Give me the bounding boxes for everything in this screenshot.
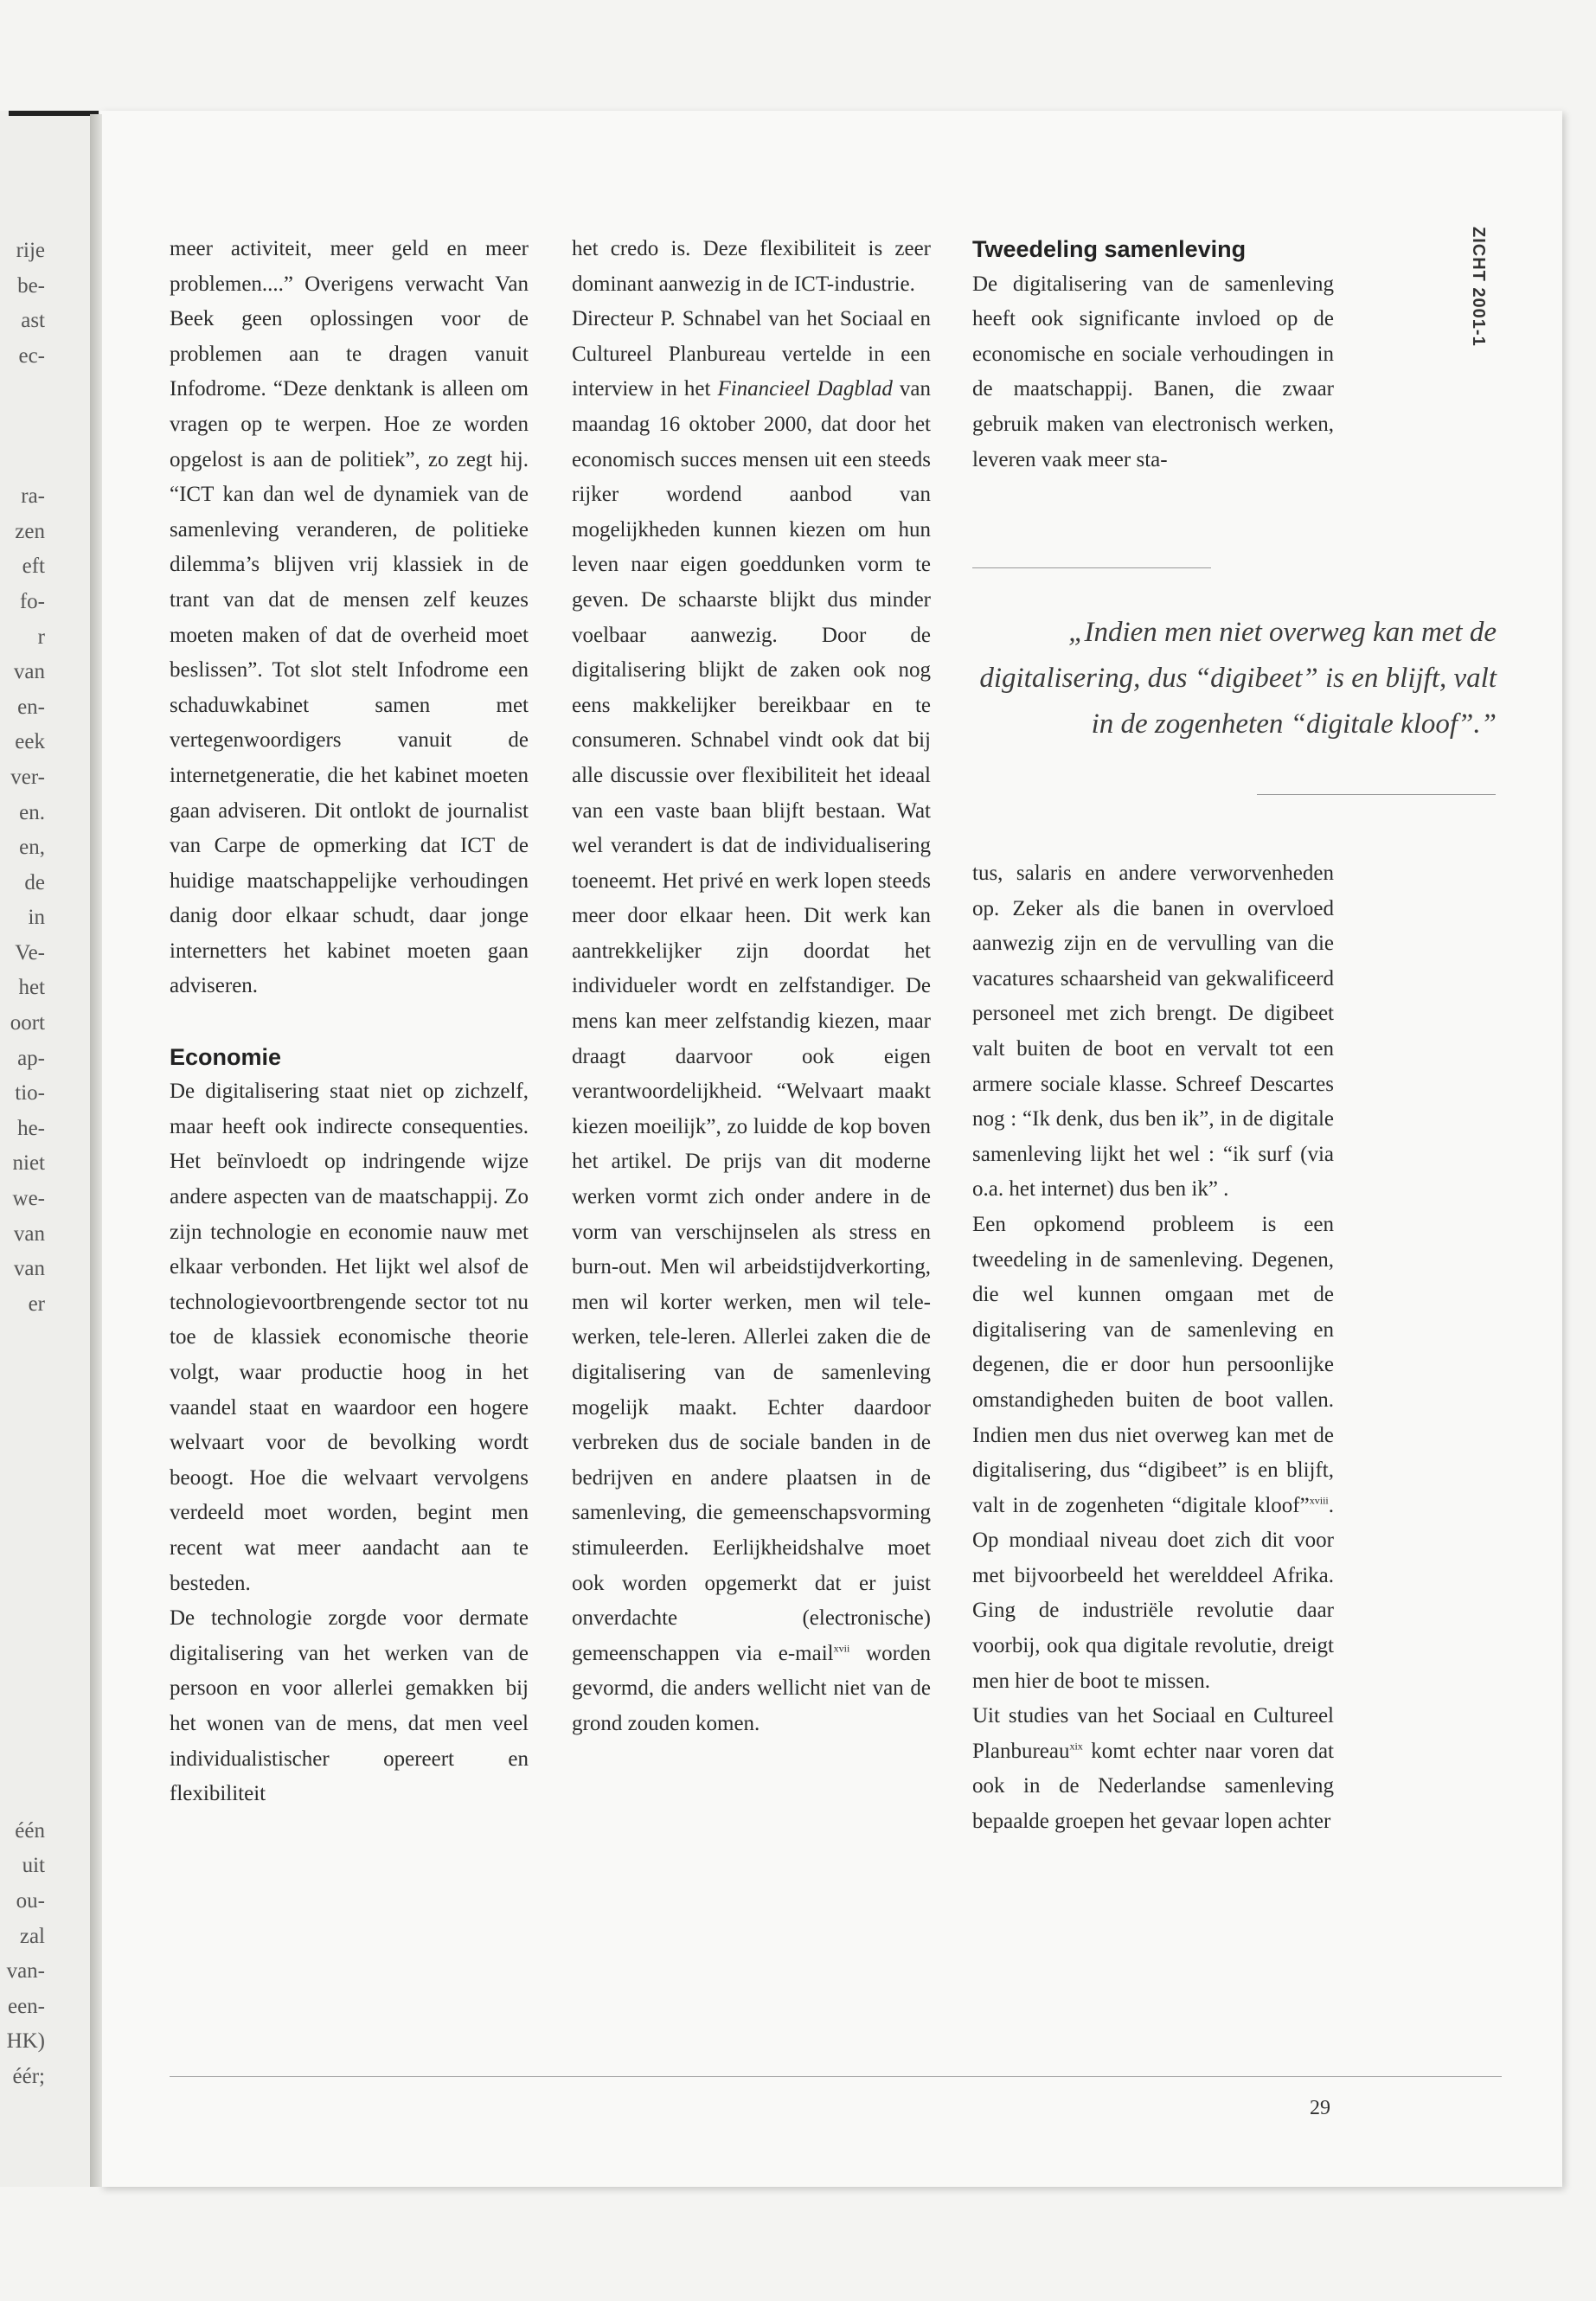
previous-page-fragment: eek bbox=[15, 730, 45, 754]
previous-page-fragment: van- bbox=[6, 1959, 45, 1984]
previous-page-fragment: eft bbox=[22, 554, 45, 579]
previous-page-fragment: Ve- bbox=[15, 940, 45, 965]
previous-page-fragment bbox=[5, 409, 45, 445]
column-3-paragraph bbox=[972, 1699, 1334, 1839]
text-run: worden gevormd, die anders wellicht niet van de grond zouden komen. bbox=[572, 1641, 931, 1735]
column-1-paragraph: De digitalisering staat niet op zichzelf, maar heeft ook indirecte consequenties. Het beïnvloedt op indringende wijze andere aspecten van de maatschappij. Zo zijn technologie en economie nauw met elkaar verbonden. Het lijkt wel alsof de technologievoortbrengende sector tot nu toe de klassiek economische theorie volgt, waar productie hoog in het vaandel staat en waardoor een hogere welvaart voor de bevolking wordt beoogt. Hoe die welvaart vervolgens verdeeld moet worden, begint men recent wat meer aandacht aan te besteden. bbox=[170, 1080, 529, 1595]
column-3-paragraph: tus, salaris en andere verworvenheden op. Zeker als die banen in overvloed aanwezig zijn en de vervulling van die vacatures schaarsheid van gekwalificeerd personeel met zich brengt. De digibeet valt buiten de boot en vervalt tot een armere sociale klasse. Schreef Descartes nog : “Ik denk, dus ben ik”, in de digitale samenleving lijkt het wel : “ik surf (via o.a. het internet) dus ben ik” . bbox=[972, 862, 1334, 1202]
previous-page-top-shadow bbox=[9, 111, 99, 116]
previous-page-fragment: de bbox=[24, 870, 45, 894]
previous-page-fragment: en- bbox=[17, 695, 45, 719]
previous-page-fragment: uit bbox=[22, 1854, 45, 1878]
column-3-paragraph bbox=[972, 1208, 1334, 1699]
column-3-bottom bbox=[972, 856, 1334, 1840]
pull-quote: „Indien men niet overweg kan met de digitalisering, dus “digibeet” is en blijft, valt in de zogenheten “digitale kloof”.” bbox=[979, 617, 1497, 740]
column-2 bbox=[572, 232, 931, 1742]
previous-page-fragment: zal bbox=[19, 1924, 45, 1948]
column-1-paragraph: meer activiteit, meer geld en meer problemen....” Overigens verwacht Van Beek geen oplossingen voor de problemen aan te dragen vanuit Infodrome. “Deze denktank is alleen om vragen op te werpen. Hoe ze worden opgelost is aan de politiek”, zo zegt hij. “ICT kan dan wel de dynamiek van de samenleving veranderen, de politieke dilemma’s blijven vrij klassiek in de trant van dat de mensen zelf keuzes moeten maken of dat de overheid moet beslissen”. Tot slot stelt Infodrome een schaduwkabinet samen met vertegenwoordigers vanuit de internetgeneratie, die het kabinet moeten gaan adviseren. Dit ontlokt de journalist van Carpe de opmerking dat ICT de huidige maatschappelijke verhoudingen danig door elkaar schudt, daar jonge internetters het kabinet moeten gaan adviseren. bbox=[170, 237, 529, 998]
previous-page-fragment bbox=[5, 1673, 45, 1708]
text-run: komt echter naar voren dat ook in de Nederlandse samenleving bepaalde groepen het gevaar lopen achter bbox=[972, 1739, 1334, 1834]
text-run: van maandag 16 oktober 2000, dat door het economisch succes mensen uit een steeds rijker wordend aanbod van mogelijkheden kunnen kiezen om hun leven naar eigen goeddunken vorm te geven. De schaarste blijkt dus minder voelbaar aanwezig. Door de digitalisering blijkt de zaken ook nog eens makkelijker bereikbaar en te consumeren. Schnabel vindt ook dat bij alle discussie over flexibiliteit het ideaal van een vaste baan blijft bestaan. Wat wel verandert is dat de individualisering toeneemt. Het privé en werk lopen steeds meer door elkaar heen. Dit werk kan aantrekkelijker zijn doordat het individueler wordt en zelfstandiger. De mens kan meer zelfstandig kiezen, maar draagt daarvoor ook eigen verantwoordelijkheid. “Welvaart maakt kiezen moeilijk”, zo luidde de kop boven het artikel. De prijs van dit moderne werken vormt zich onder andere in de vorm van verschijnselen als stress en burn-out. Men wil arbeidstijdverkorting, men wil korter werken, men wil tele-werken, tele-leren. Allerlei zaken die de digitalisering van de samenleving mogelijk maakt. Echter daardoor verbreken dus de sociale banden in de bedrijven en andere plaatsen in de samenleving, die gemeenschapsvorming stimuleerden. Eerlijkheidshalve moet ook worden opgemerkt dat er juist onverdachte (electronische) gemeenschappen via e-mail bbox=[572, 377, 931, 1665]
section-heading-tweedeling: Tweedeling samenleving bbox=[972, 236, 1247, 262]
previous-page-fragment bbox=[5, 1779, 45, 1814]
previous-page-fragment: r bbox=[37, 625, 45, 649]
previous-page-fragment bbox=[5, 1427, 45, 1463]
previous-page-fragment: van bbox=[13, 660, 45, 684]
previous-page-fragment bbox=[5, 1322, 45, 1357]
previous-page-fragment: er bbox=[28, 1292, 45, 1316]
previous-page-fragment: en, bbox=[19, 836, 45, 860]
column-2-paragraph bbox=[572, 302, 931, 1741]
previous-page-fragment: be- bbox=[17, 273, 45, 298]
previous-page-fragment: tio- bbox=[15, 1081, 45, 1106]
previous-page-fragment: niet bbox=[12, 1151, 45, 1176]
text-run: Een opkomend probleem is een tweedeling in de samenleving. Degenen, die wel kunnen omgaan met de digitalisering van de samenleving en degenen, die er door hun persoonlijke omstandigheden buiten de boot vallen. Indien men dus niet overweg kan met de digitalisering, dus “digibeet” is en blijft, valt in de zogenheten “digitale kloof” bbox=[972, 1212, 1334, 1517]
previous-page-fragment bbox=[5, 1603, 45, 1638]
previous-page-text-fragments bbox=[5, 234, 45, 2094]
previous-page-fragment bbox=[5, 1744, 45, 1779]
previous-page-fragment: HK) bbox=[6, 2029, 45, 2054]
previous-page-fragment: fo- bbox=[19, 589, 45, 613]
previous-page-fragment: het bbox=[18, 976, 45, 1000]
column-1-paragraph: De technologie zorgde voor dermate digitalisering van het werken van de persoon en voor allerlei gemakken bij het wonen van de mens, dat men veel individualistischer opereert en flexibiliteit bbox=[170, 1606, 529, 1806]
previous-page-fragment bbox=[5, 1533, 45, 1568]
column-2-paragraph: het credo is. Deze flexibiliteit is zeer dominant aanwezig in de ICT-industrie. bbox=[572, 237, 931, 296]
previous-page-fragment: van bbox=[13, 1257, 45, 1281]
previous-page-fragment bbox=[5, 1393, 45, 1428]
previous-page-fragment: éér; bbox=[12, 2064, 45, 2088]
newspaper-title: Financieel Dagblad bbox=[717, 377, 893, 401]
previous-page-fragment: zen bbox=[15, 519, 45, 543]
previous-page-fragment: oort bbox=[10, 1011, 45, 1035]
text-run: Uit studies van het Sociaal en Cultureel Planbureau bbox=[972, 1704, 1334, 1763]
previous-page-fragment: in bbox=[28, 906, 45, 930]
previous-page-fragment: ap- bbox=[17, 1046, 45, 1070]
previous-page-fragment: een- bbox=[7, 1994, 45, 2018]
footer-rule bbox=[170, 2076, 1502, 2077]
page-number: 29 bbox=[1310, 2097, 1330, 2119]
previous-page-fragment bbox=[5, 1638, 45, 1674]
previous-page-fragment: één bbox=[15, 1818, 45, 1843]
previous-page-fragment: he- bbox=[17, 1116, 45, 1140]
column-3-paragraph: De digitalisering van de samenleving heeft ook significante invloed op de economische en sociale verhoudingen in de maatschappij. Banen, die zwaar gebruik maken van electronisch werken, leveren vaak meer sta- bbox=[972, 272, 1334, 471]
previous-page-fragment: ast bbox=[21, 309, 45, 333]
previous-page-fragment bbox=[5, 1708, 45, 1744]
footnote-ref: xviii bbox=[1309, 1494, 1329, 1507]
previous-page-fragment: van bbox=[13, 1221, 45, 1246]
text-run: . Op mondiaal niveau doet zich dit voor met bijvoorbeeld het werelddeel Afrika. Ging de industriële revolutie daar voorbij, ook qua digitale revolutie, dreigt men hier de boot te missen. bbox=[972, 1493, 1334, 1693]
previous-page-fragment: ou- bbox=[16, 1888, 45, 1913]
pull-quote-rule-top bbox=[972, 567, 1211, 568]
previous-page-fragment bbox=[5, 1568, 45, 1604]
previous-page-fragment bbox=[5, 445, 45, 480]
previous-page-fragment: ver- bbox=[10, 765, 45, 789]
previous-page-fragment bbox=[5, 1463, 45, 1498]
footnote-ref: xix bbox=[1069, 1740, 1083, 1753]
section-heading-economie: Economie bbox=[170, 1043, 282, 1070]
column-3-top bbox=[972, 232, 1334, 478]
previous-page-fragment bbox=[5, 374, 45, 409]
column-1 bbox=[170, 232, 529, 1812]
page-binding bbox=[90, 114, 102, 2187]
previous-page-fragment: we- bbox=[12, 1187, 45, 1211]
text-run: Directeur P. Schnabel van het Sociaal en Cultureel Planbureau vertelde in een interview in het bbox=[572, 307, 931, 401]
previous-page-fragment bbox=[5, 1497, 45, 1533]
previous-page-fragment: ra- bbox=[21, 484, 45, 509]
journal-label: ZICHT 2001-1 bbox=[1469, 227, 1488, 347]
pull-quote-rule-bottom bbox=[1257, 794, 1496, 795]
footnote-ref: xvii bbox=[833, 1642, 850, 1655]
previous-page-fragment bbox=[5, 1357, 45, 1393]
previous-page-fragment: ec- bbox=[18, 343, 45, 368]
previous-page-fragment: rije bbox=[16, 239, 45, 262]
previous-page-fragment: en. bbox=[19, 800, 45, 824]
